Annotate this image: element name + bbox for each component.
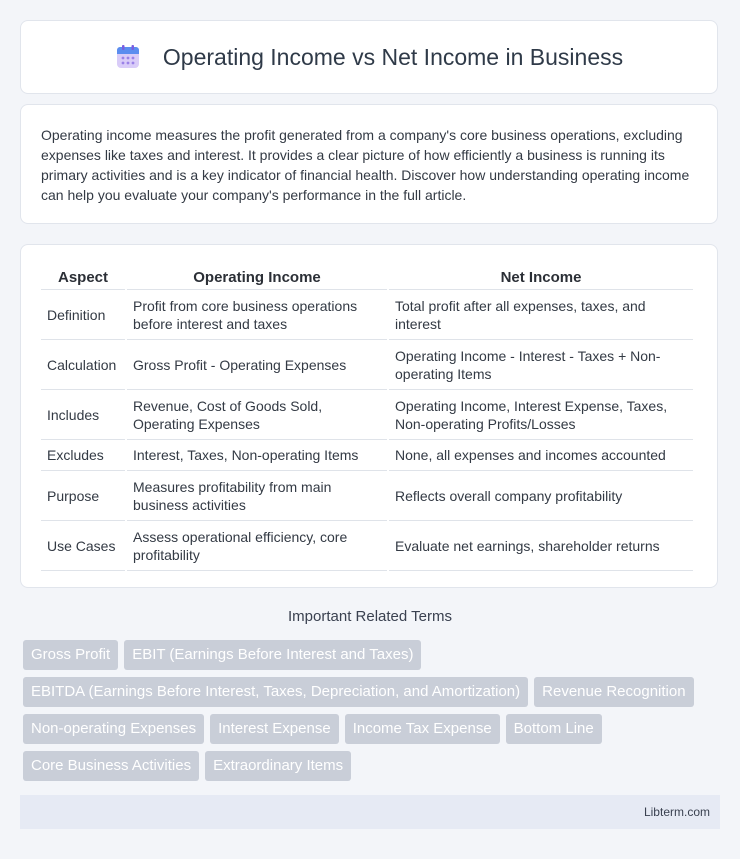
column-header-operating-income: Operating Income bbox=[127, 265, 387, 290]
table-row bbox=[41, 521, 693, 571]
column-header-aspect: Aspect bbox=[41, 265, 125, 290]
related-term-tag[interactable]: EBITDA (Earnings Before Interest, Taxes, Depreciation, and Amortization) bbox=[23, 677, 528, 707]
table-row bbox=[41, 390, 693, 440]
operating-income-cell: Revenue, Cost of Goods Sold, Operating Expenses bbox=[127, 390, 387, 440]
operating-income-cell: Profit from core business operations before interest and taxes bbox=[127, 290, 387, 340]
table-row bbox=[41, 340, 693, 390]
operating-income-cell: Gross Profit - Operating Expenses bbox=[127, 340, 387, 390]
intro-card bbox=[20, 104, 718, 224]
title-card bbox=[20, 20, 718, 94]
related-term-tag[interactable]: EBIT (Earnings Before Interest and Taxes) bbox=[124, 640, 421, 670]
intro-text: Operating income measures the profit generated from a company's core business operations, excluding expenses like taxes and interest. It provides a clear picture of how efficiently a business is running its primary activities and is a key indicator of financial health. Discover how understanding operating income can help you evaluate your company's performance in the full article. bbox=[41, 127, 690, 203]
related-terms-list bbox=[23, 640, 723, 781]
aspect-cell: Excludes bbox=[41, 440, 125, 471]
footer bbox=[20, 795, 720, 829]
table-row bbox=[41, 471, 693, 521]
comparison-table bbox=[39, 265, 695, 571]
calendar-icon bbox=[115, 44, 141, 70]
operating-income-cell: Measures profitability from main business activities bbox=[127, 471, 387, 521]
related-term-tag[interactable]: Non-operating Expenses bbox=[23, 714, 204, 744]
table-row bbox=[41, 290, 693, 340]
net-income-cell: Evaluate net earnings, shareholder returns bbox=[389, 521, 693, 571]
related-term-tag[interactable]: Revenue Recognition bbox=[534, 677, 693, 707]
net-income-cell: Operating Income, Interest Expense, Taxes, Non-operating Profits/Losses bbox=[389, 390, 693, 440]
net-income-cell: None, all expenses and incomes accounted bbox=[389, 440, 693, 471]
related-term-tag[interactable]: Extraordinary Items bbox=[205, 751, 351, 781]
aspect-cell: Purpose bbox=[41, 471, 125, 521]
table-row bbox=[41, 440, 693, 471]
net-income-cell: Reflects overall company profitability bbox=[389, 471, 693, 521]
related-term-tag[interactable]: Core Business Activities bbox=[23, 751, 199, 781]
related-terms-title: Important Related Terms bbox=[288, 608, 452, 625]
operating-income-cell: Assess operational efficiency, core profitability bbox=[127, 521, 387, 571]
related-term-tag[interactable]: Gross Profit bbox=[23, 640, 118, 670]
aspect-cell: Includes bbox=[41, 390, 125, 440]
aspect-cell: Calculation bbox=[41, 340, 125, 390]
aspect-cell: Definition bbox=[41, 290, 125, 340]
aspect-cell: Use Cases bbox=[41, 521, 125, 571]
comparison-card bbox=[20, 244, 718, 588]
table-header-row bbox=[41, 265, 693, 290]
related-term-tag[interactable]: Bottom Line bbox=[506, 714, 602, 744]
page-title: Operating Income vs Net Income in Business bbox=[162, 43, 624, 70]
net-income-cell: Operating Income - Interest - Taxes + Non-operating Items bbox=[389, 340, 693, 390]
operating-income-cell: Interest, Taxes, Non-operating Items bbox=[127, 440, 387, 471]
net-income-cell: Total profit after all expenses, taxes, and interest bbox=[389, 290, 693, 340]
footer-site-link[interactable]: Libterm.com bbox=[643, 805, 710, 819]
related-term-tag[interactable]: Interest Expense bbox=[210, 714, 339, 744]
related-term-tag[interactable]: Income Tax Expense bbox=[345, 714, 500, 744]
column-header-net-income: Net Income bbox=[389, 265, 693, 290]
